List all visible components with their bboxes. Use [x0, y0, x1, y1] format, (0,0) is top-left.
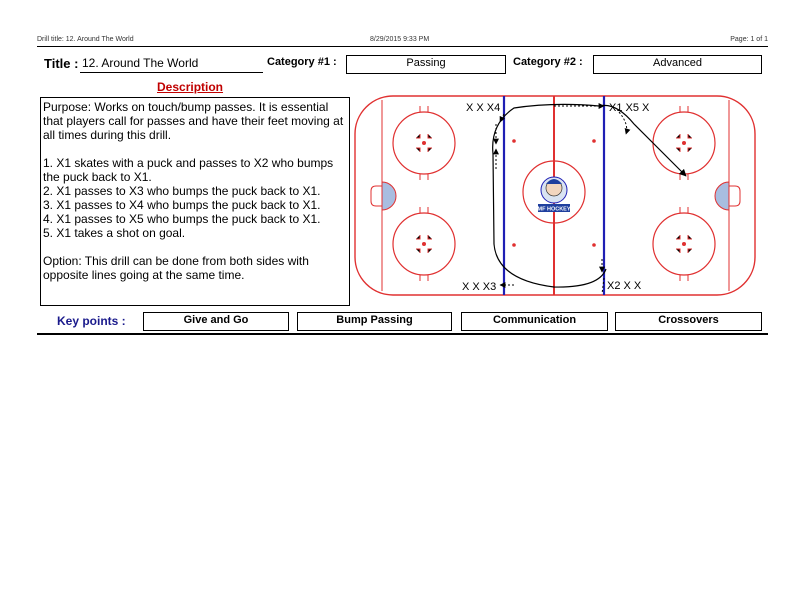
player-group-x2: X2 X X: [607, 280, 642, 292]
description-step: 4. X1 passes to X5 who bumps the puck back to X1.: [43, 212, 321, 226]
description-box[interactable]: [40, 97, 350, 306]
description-purpose: Purpose: Works on touch/bump passes. It is essential that players call for passes and have their feet moving at all times during this drill.: [43, 100, 344, 142]
rink-diagram: [354, 94, 758, 300]
bottom-divider: [37, 333, 768, 335]
description-step: 1. X1 skates with a puck and passes to X2 who bumps the puck back to X1.: [43, 156, 334, 184]
category2-field[interactable]: Advanced: [593, 55, 762, 74]
description-option: Option: This drill can be done from both sides with opposite lines going at the same time.: [43, 254, 309, 282]
print-datetime: 8/29/2015 9:33 PM: [370, 36, 430, 43]
description-heading: Description: [157, 80, 224, 94]
key-point-field[interactable]: Crossovers: [615, 312, 762, 331]
player-group-x4: X X X4: [466, 102, 501, 114]
category1-field[interactable]: Passing: [346, 55, 506, 74]
key-point-field[interactable]: Bump Passing: [297, 312, 452, 331]
description-step: 2. X1 passes to X3 who bumps the puck back to X1.: [43, 184, 321, 198]
category1-label: Category #1 :: [267, 56, 337, 68]
key-point-field[interactable]: Communication: [461, 312, 608, 331]
drill-title-header: Drill title: 12. Around The World: [37, 36, 134, 43]
category2-label: Category #2 :: [513, 56, 583, 68]
key-points-label: Key points :: [57, 314, 126, 328]
description-step: 3. X1 passes to X4 who bumps the puck back to X1.: [43, 198, 321, 212]
player-group-x3: X X X3: [462, 281, 497, 293]
header-divider: [37, 46, 768, 47]
key-point-field[interactable]: Give and Go: [143, 312, 289, 331]
title-field[interactable]: 12. Around The World: [80, 56, 263, 73]
logo-text: MF HOCKEY: [537, 206, 571, 213]
title-label: Title :: [44, 56, 79, 71]
page-number: Page: 1 of 1: [730, 36, 768, 43]
player-group-x1: X1 X5 X: [609, 102, 650, 114]
description-step: 5. X1 takes a shot on goal.: [43, 226, 186, 240]
